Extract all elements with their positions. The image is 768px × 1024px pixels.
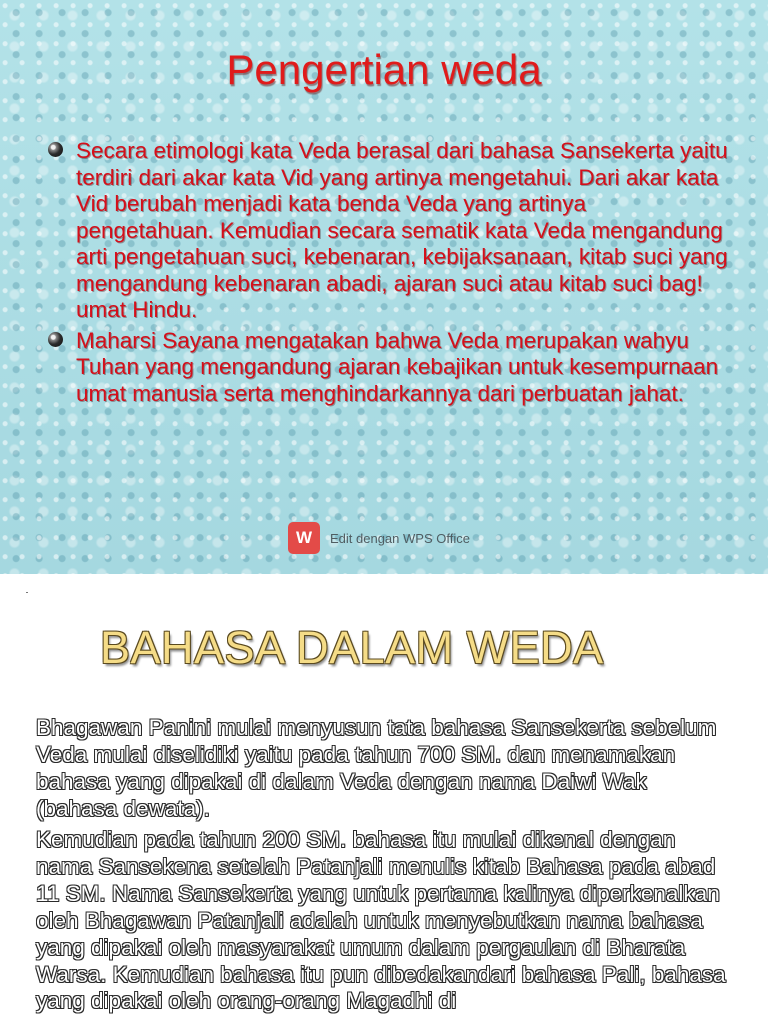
corner-mark	[26, 592, 28, 593]
bullet-item	[48, 138, 728, 324]
edit-with-wps-office-button[interactable]	[288, 521, 470, 555]
paragraph-1: Bhagawan Panini mulai menyusun tata bahasa Sansekerta sebelum Veda mulai diselidiki yaitu pada tahun 700 SM. dan menamakan bahasa yang dipakai di dalam Veda dengan nama Daiwi Wak (bahasa dewata).	[36, 715, 717, 821]
slide1-title: Pengertian weda	[226, 46, 542, 93]
slide-bahasa-dalam-weda	[0, 574, 768, 1024]
wps-office-icon: W	[288, 522, 320, 554]
wps-office-label: Edit dengan WPS Office	[330, 530, 470, 546]
slide2-title: BAHASA DALAM WEDA	[100, 622, 604, 673]
bullet-item	[48, 328, 728, 408]
bullet-ball-icon	[48, 332, 63, 347]
bullet-text: Secara etimologi kata Veda berasal dari bahasa Sansekerta yaitu terdiri dari akar kata Vid yang artinya mengetahui. Dari akar kata Vid berubah menjadi kata benda Veda yang artinya pengetahuan. Kemudian secara sematik kata Veda mengandung arti pengetahuan suci, kebenaran, kebijaksanaan, kitab suci yang mengandung kebenaran abadi, ajaran suci atau kitab suci bag! umat Hindu.	[76, 138, 728, 322]
bullet-ball-icon	[48, 142, 63, 157]
bullet-text: Maharsi Sayana mengatakan bahwa Veda merupakan wahyu Tuhan yang mengandung ajaran kebajikan untuk kesempurnaan umat manusia serta menghindarkannya dari perbuatan jahat.	[76, 327, 719, 406]
paragraph-2: Kemudian pada tahun 200 SM. bahasa itu mulai dikenal dengan nama Sansekena setelah Patanjali menulis kitab Bahasa pada abad 11 SM. Nama Sansekerta yang untuk pertama kalinya diperkenalkan oleh Bhagawan Patanjali adalah untuk menyebutkan nama bahasa yang dipakai oleh masyarakat umum dalam pergaulan di Bharata Warsa. Kemudian bahasa itu pun dibedakandari bahasa Pali, bahasa yang dipakai oleh orang-orang Magadhi di	[36, 827, 726, 1014]
slide1-bullet-list	[48, 138, 728, 411]
